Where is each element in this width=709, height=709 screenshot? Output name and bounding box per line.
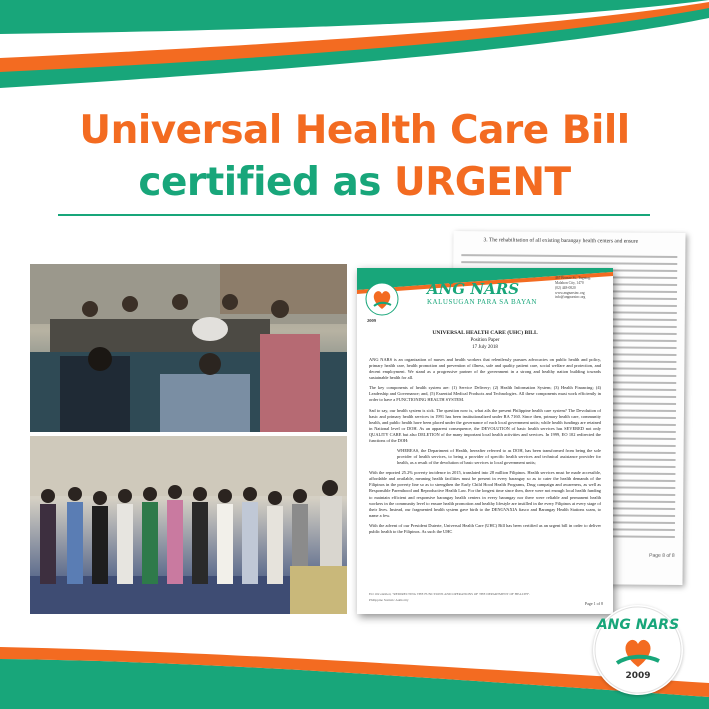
- text-line: [461, 261, 677, 265]
- headline-certified-text: certified as: [138, 160, 395, 205]
- address-line: 467 Bronze St., Tugatog,: [555, 276, 591, 280]
- ang-nars-logo-icon: [365, 282, 399, 316]
- headline-urgent-text: URGENT: [394, 160, 571, 205]
- document-logo-year: 2009: [367, 318, 376, 323]
- address-line: Malabon City, 1470: [555, 280, 584, 285]
- document-quote: WHEREAS, the Department of Health, hereafter referred to as DOH, has been transformed from being the sole provider of health services, to being a provider of specific health services and technical assistance provider for health, as a result of the devolution of basic services to local government units;: [397, 448, 601, 466]
- document-footnote: Philippine Statistic Authority: [369, 598, 409, 602]
- document-paragraph: Sad to say, our health system is sick. The question now is, what ails the present Philippine health care system? The Devolution of basic and primary health services in 1991 has been institutionalized under RA 7160. Since then, primary health care, community health, and public health have been placed under the governance of each local government units; while health fundings are retained in National level or DOH. As an apparent consequence, the DEVOLUTION of basic health services has SEVERED not only QUALITY CARE but also DELETION of the many important local health activities and services. In 1999, EO 102 redirected the functions of the DOH:: [369, 407, 601, 443]
- document-paragraph: ANG NARS is an organization of nurses and health workers that relentlessly pursues advocacies on public health and policy, primary health care, health promotion and prevention of illness, safe and quality patient care, social welfare and protection, and decent employment. We stand as a progressive partner of the government in a strong and healthy nation building towards sustainable health for all.: [369, 357, 601, 381]
- text-line: [461, 254, 677, 258]
- address-line: info@angnarsinc.org: [555, 295, 586, 300]
- headline-line-1: Universal Health Care Bill: [79, 108, 630, 153]
- document-paragraph: With the reported 25.2% poverty incidence in 2015, translated into 28 million Filipinos. Health services must be made accessible, affordable and available, meaning health facilities must be present in every barangay so as to cater the health demands of the Filipinos in the poverty line so as to strengthen the Early Child Hood Health Programs, Drug campaign and awareness, as well as Responsible Parenthood and Reproductive Health Law. For the longest time since then, there were not enough local health funding to maintain efficient and responsive barangay health centers in every barangay nor there were reliable and permanent health workers in the community level to ensure health promotion and healthy lifestyle are instilled in the every Filipinos at every stage of their lives. Instead, our fragmented health system gave birth to the DENGVAXIA fiasco and Barangay Health Stations scam, to name a few.: [369, 470, 601, 518]
- top-decorative-band: [0, 0, 709, 95]
- document-subtitle: Position Paper: [470, 338, 500, 343]
- document-date: 17 July 2018: [472, 345, 498, 350]
- document-paragraph: With the advent of our President Duterte, Universal Health Care (UHC) Bill has been certified as an urgent bill in order to deliver public health to the Filipinos. As such the UHC: [369, 522, 601, 534]
- address-line: www.angnarsinc.org: [555, 290, 585, 295]
- document-footnote: EO 102 entitled, "REDIRECTING THE FUNCTIONS AND OPERATIONS OF THE DEPARTMENT OF HEALTH".: [369, 592, 531, 596]
- document-tagline: KALUSUGAN PARA SA BAYAN: [427, 298, 537, 306]
- headline-line-2: [0, 160, 709, 205]
- document-back-intro: 3. The rehabilitation of all existing barangay health centers and ensure: [483, 237, 639, 245]
- document-org-name: ANG NARS: [427, 280, 520, 298]
- badge-year: 2009: [625, 671, 651, 681]
- document-title: UNIVERSAL HEALTH CARE (UHC) BILL: [432, 330, 538, 336]
- document-address: [555, 276, 607, 300]
- document-paragraph: The key components of health system are: (1) Service Delivery; (2) Health Information System; (3) Health Financing; (4) Leadership and Governance; and, (5) Essential Medical Products and Technologies. All these components must work efficiently in order to have a FUNCTIONING HEALTH SYSTEM.: [369, 385, 601, 403]
- group-photo: [30, 436, 347, 614]
- position-paper-document: [357, 268, 613, 614]
- document-page-number: Page 1 of 8: [584, 601, 603, 606]
- address-line: (02) 448-0820: [555, 285, 576, 290]
- document-back-page-number: Page 8 of 8: [649, 552, 675, 559]
- badge-org-name: ANG NARS: [596, 617, 680, 633]
- committee-hearing-photo: [30, 264, 347, 432]
- ang-nars-badge: [593, 605, 683, 695]
- document-body: [369, 357, 601, 539]
- headline-divider: [58, 214, 650, 216]
